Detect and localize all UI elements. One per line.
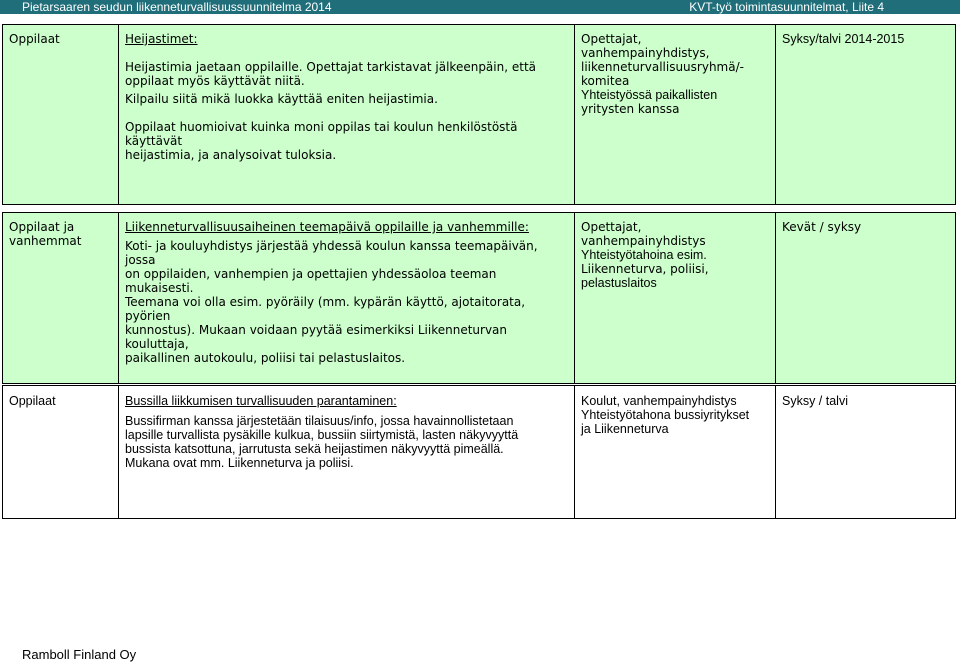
- target-group: Oppilaat: [9, 32, 60, 46]
- action-text-line: heijastimia, ja analysoivat tuloksia.: [125, 148, 337, 162]
- responsible-line: liikenneturvallisuusryhmä/-: [581, 60, 744, 74]
- action-text-line: Kilpailu siitä mikä luokka käyttää eniten heijastimia.: [125, 92, 438, 106]
- time-cell: [775, 25, 955, 204]
- target-group: Oppilaat ja: [9, 220, 75, 234]
- action-text-line: Koti- ja kouluyhdistys järjestää yhdessä koulun kanssa teemapäivän, jossa: [125, 239, 538, 267]
- action-text-line: paikallinen autokoulu, poliisi tai pelastuslaitos.: [125, 351, 406, 365]
- action-cell: [118, 25, 574, 204]
- action-text-line: bussista katsottuna, jarrutusta sekä heijastimen näkyvyyttä pimeällä.: [125, 442, 504, 456]
- responsible-line: Liikenneturva, poliisi,: [581, 262, 709, 276]
- action-cell: [118, 386, 574, 518]
- time-cell: [775, 213, 955, 383]
- action-text-line: lapsille turvallista pysäkille kulkua, bussiin siirtymistä, lasten näkyvyyttä: [125, 428, 519, 442]
- time-cell: [775, 386, 955, 518]
- responsible-line: pelastuslaitos: [581, 276, 657, 290]
- action-cell: [118, 213, 574, 383]
- responsible-line: ja Liikenneturva: [581, 422, 669, 436]
- action-text-line: kunnostus). Mukaan voidaan pyytää esimerkiksi Liikenneturvan kouluttaja,: [125, 323, 508, 351]
- target-cell: [3, 213, 118, 383]
- document-title: Pietarsaaren seudun liikenneturvallisuussuunnitelma 2014: [22, 0, 332, 14]
- schedule-text: Syksy / talvi: [782, 394, 848, 408]
- target-cell: [3, 386, 118, 518]
- action-title: Liikenneturvallisuusaiheinen teemapäivä oppilaille ja vanhemmille:: [125, 220, 529, 234]
- responsible-line: komitea: [581, 74, 630, 88]
- target-group: Oppilaat: [9, 394, 56, 408]
- action-title: Bussilla liikkumisen turvallisuuden parantaminen:: [125, 394, 397, 408]
- responsible-cell: [574, 25, 775, 204]
- target-group: vanhemmat: [9, 234, 82, 248]
- responsible-cell: [574, 386, 775, 518]
- schedule-text: Kevät / syksy: [782, 220, 862, 234]
- action-text-line: Oppilaat huomioivat kuinka moni oppilas tai koulun henkilöstöstä käyttävät: [125, 120, 518, 148]
- responsible-line: Yhteistyötahona bussiyritykset: [581, 408, 750, 422]
- action-text-line: oppilaat myös käyttävät niitä.: [125, 74, 305, 88]
- responsible-line: yritysten kanssa: [581, 102, 680, 116]
- responsible-line: Yhteistyötahoina esim.: [581, 248, 707, 262]
- action-title: Heijastimet:: [125, 32, 198, 46]
- table-row: [2, 24, 956, 205]
- schedule-text: Syksy/talvi 2014-2015: [782, 32, 905, 46]
- header-bar: [0, 0, 960, 14]
- action-text-line: Heijastimia jaetaan oppilaille. Opettajat tarkistavat jälkeenpäin, että: [125, 60, 536, 74]
- target-cell: [3, 25, 118, 204]
- responsible-line: Opettajat, vanhempainyhdistys,: [581, 32, 710, 60]
- action-text-line: Teemana voi olla esim. pyöräily (mm. kypärän käyttö, ajotaitorata, pyörien: [125, 295, 526, 323]
- action-text-line: on oppilaiden, vanhempien ja opettajien yhdessäoloa teeman mukaisesti.: [125, 267, 497, 295]
- responsible-line: Yhteistyössä paikallisten: [581, 88, 718, 102]
- responsible-line: Opettajat, vanhempainyhdistys: [581, 220, 706, 248]
- table-row: [2, 212, 956, 384]
- responsible-line: Koulut, vanhempainyhdistys: [581, 394, 737, 408]
- action-text-line: Mukana ovat mm. Liikenneturva ja poliisi.: [125, 456, 354, 470]
- action-text-line: Bussifirman kanssa järjestetään tilaisuus/info, jossa havainnollistetaan: [125, 414, 514, 428]
- responsible-cell: [574, 213, 775, 383]
- appendix-title: KVT-työ toimintasuunnitelmat, Liite 4: [689, 0, 884, 14]
- table-row: [2, 385, 956, 519]
- footer-company: Ramboll Finland Oy: [22, 647, 137, 662]
